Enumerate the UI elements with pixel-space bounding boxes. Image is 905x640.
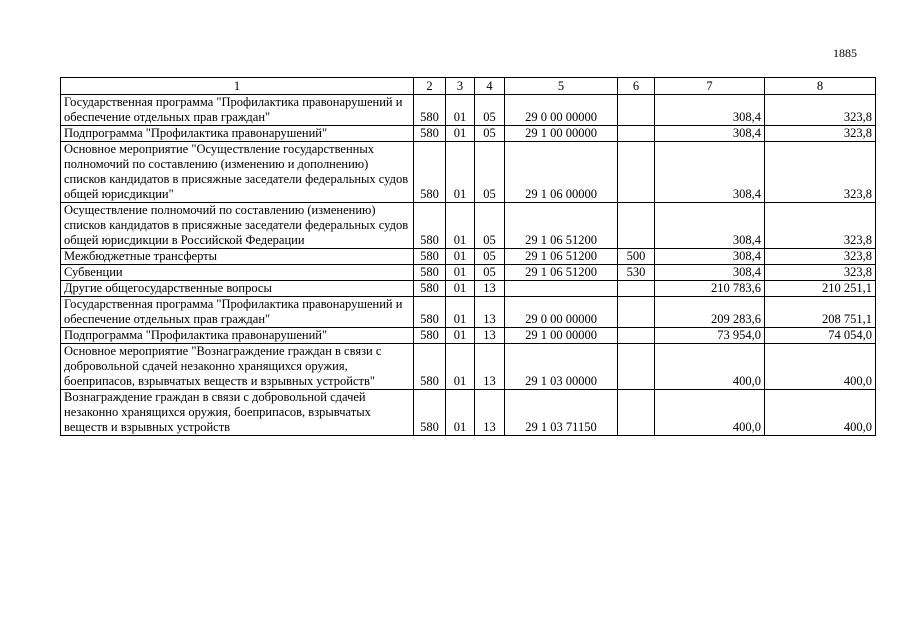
row-subsection-cell: 05: [475, 95, 505, 126]
row-name-cell: Государственная программа "Профилактика правонарушений и обеспечение отдельных прав граждан": [61, 95, 414, 126]
row-target-article-cell: 29 1 03 71150: [505, 390, 618, 436]
table-row: [61, 297, 876, 328]
row-expense-type-cell: [618, 203, 655, 249]
row-target-article-cell: 29 1 00 00000: [505, 328, 618, 344]
row-section-cell: 01: [446, 249, 475, 265]
table-row: [61, 328, 876, 344]
row-amount-col7-cell: 308,4: [655, 126, 765, 142]
row-amount-col7-cell: 400,0: [655, 344, 765, 390]
row-name-cell: Осуществление полномочий по составлению (изменению) списков кандидатов в присяжные заседатели федеральных судов общей юрисдикции в Российской Федерации: [61, 203, 414, 249]
row-target-article-cell: 29 1 06 51200: [505, 249, 618, 265]
table-row: [61, 142, 876, 203]
row-amount-col8-cell: 323,8: [765, 142, 876, 203]
row-name-cell: Подпрограмма "Профилактика правонарушений": [61, 328, 414, 344]
row-name-cell: Другие общегосударственные вопросы: [61, 281, 414, 297]
row-name-cell: Подпрограмма "Профилактика правонарушений": [61, 126, 414, 142]
row-code-cell: 580: [414, 390, 446, 436]
row-amount-col7-cell: 210 783,6: [655, 281, 765, 297]
row-target-article-cell: 29 1 03 00000: [505, 344, 618, 390]
row-expense-type-cell: 530: [618, 265, 655, 281]
row-amount-col7-cell: 308,4: [655, 95, 765, 126]
row-target-article-cell: 29 1 06 51200: [505, 265, 618, 281]
row-code-cell: 580: [414, 203, 446, 249]
row-name-cell: Межбюджетные трансферты: [61, 249, 414, 265]
table-row: [61, 203, 876, 249]
row-amount-col8-cell: 210 251,1: [765, 281, 876, 297]
column-header-1: 1: [61, 78, 414, 95]
table-row: [61, 95, 876, 126]
row-name-cell: Основное мероприятие "Осуществление государственных полномочий по составлению (изменению и дополнению) списков кандидатов в присяжные заседатели федеральных судов общей юрисдикции": [61, 142, 414, 203]
row-section-cell: 01: [446, 344, 475, 390]
row-name-cell: Субвенции: [61, 265, 414, 281]
table-row: [61, 249, 876, 265]
row-amount-col8-cell: 323,8: [765, 203, 876, 249]
row-amount-col8-cell: 400,0: [765, 344, 876, 390]
row-target-article-cell: 29 1 06 51200: [505, 203, 618, 249]
row-amount-col7-cell: 308,4: [655, 203, 765, 249]
row-subsection-cell: 05: [475, 265, 505, 281]
row-code-cell: 580: [414, 95, 446, 126]
row-code-cell: 580: [414, 265, 446, 281]
column-header-5: 5: [505, 78, 618, 95]
column-header-7: 7: [655, 78, 765, 95]
row-amount-col8-cell: 208 751,1: [765, 297, 876, 328]
row-amount-col7-cell: 308,4: [655, 249, 765, 265]
row-code-cell: 580: [414, 344, 446, 390]
row-expense-type-cell: [618, 297, 655, 328]
table-header-row: [61, 78, 876, 95]
row-section-cell: 01: [446, 328, 475, 344]
column-header-3: 3: [446, 78, 475, 95]
row-amount-col8-cell: 323,8: [765, 265, 876, 281]
row-section-cell: 01: [446, 95, 475, 126]
row-amount-col7-cell: 400,0: [655, 390, 765, 436]
row-section-cell: 01: [446, 142, 475, 203]
row-section-cell: 01: [446, 203, 475, 249]
row-expense-type-cell: [618, 126, 655, 142]
table-row: [61, 265, 876, 281]
row-name-cell: Вознаграждение граждан в связи с добровольной сдачей незаконно хранящихся оружия, боеприпасов, взрывчатых веществ и взрывных устройств: [61, 390, 414, 436]
row-expense-type-cell: [618, 95, 655, 126]
table-row: [61, 126, 876, 142]
row-section-cell: 01: [446, 297, 475, 328]
row-code-cell: 580: [414, 126, 446, 142]
row-subsection-cell: 05: [475, 142, 505, 203]
table-row: [61, 281, 876, 297]
row-code-cell: 580: [414, 281, 446, 297]
row-expense-type-cell: 500: [618, 249, 655, 265]
row-target-article-cell: [505, 281, 618, 297]
row-subsection-cell: 13: [475, 390, 505, 436]
column-header-4: 4: [475, 78, 505, 95]
row-target-article-cell: 29 1 06 00000: [505, 142, 618, 203]
row-expense-type-cell: [618, 281, 655, 297]
row-code-cell: 580: [414, 328, 446, 344]
row-amount-col8-cell: 323,8: [765, 249, 876, 265]
row-amount-col7-cell: 209 283,6: [655, 297, 765, 328]
row-target-article-cell: 29 0 00 00000: [505, 95, 618, 126]
row-amount-col7-cell: 308,4: [655, 142, 765, 203]
row-subsection-cell: 05: [475, 203, 505, 249]
row-expense-type-cell: [618, 390, 655, 436]
page-number: 1885: [833, 46, 857, 60]
budget-table: [60, 77, 876, 436]
row-subsection-cell: 13: [475, 297, 505, 328]
row-target-article-cell: 29 0 00 00000: [505, 297, 618, 328]
row-amount-col7-cell: 73 954,0: [655, 328, 765, 344]
row-name-cell: Государственная программа "Профилактика правонарушений и обеспечение отдельных прав граждан": [61, 297, 414, 328]
row-section-cell: 01: [446, 126, 475, 142]
row-section-cell: 01: [446, 281, 475, 297]
table-body: [61, 95, 876, 436]
row-expense-type-cell: [618, 344, 655, 390]
row-section-cell: 01: [446, 390, 475, 436]
row-expense-type-cell: [618, 328, 655, 344]
row-amount-col7-cell: 308,4: [655, 265, 765, 281]
row-amount-col8-cell: 323,8: [765, 126, 876, 142]
column-header-8: 8: [765, 78, 876, 95]
table-row: [61, 344, 876, 390]
row-name-cell: Основное мероприятие "Вознаграждение граждан в связи с добровольной сдачей незаконно хранящихся оружия, боеприпасов, взрывчатых веществ и взрывных устройств": [61, 344, 414, 390]
column-header-6: 6: [618, 78, 655, 95]
row-subsection-cell: 05: [475, 249, 505, 265]
row-target-article-cell: 29 1 00 00000: [505, 126, 618, 142]
column-header-2: 2: [414, 78, 446, 95]
row-section-cell: 01: [446, 265, 475, 281]
row-subsection-cell: 13: [475, 281, 505, 297]
row-expense-type-cell: [618, 142, 655, 203]
row-subsection-cell: 13: [475, 328, 505, 344]
row-amount-col8-cell: 323,8: [765, 95, 876, 126]
row-subsection-cell: 13: [475, 344, 505, 390]
row-code-cell: 580: [414, 142, 446, 203]
row-amount-col8-cell: 400,0: [765, 390, 876, 436]
row-code-cell: 580: [414, 297, 446, 328]
row-subsection-cell: 05: [475, 126, 505, 142]
row-code-cell: 580: [414, 249, 446, 265]
table-row: [61, 390, 876, 436]
row-amount-col8-cell: 74 054,0: [765, 328, 876, 344]
